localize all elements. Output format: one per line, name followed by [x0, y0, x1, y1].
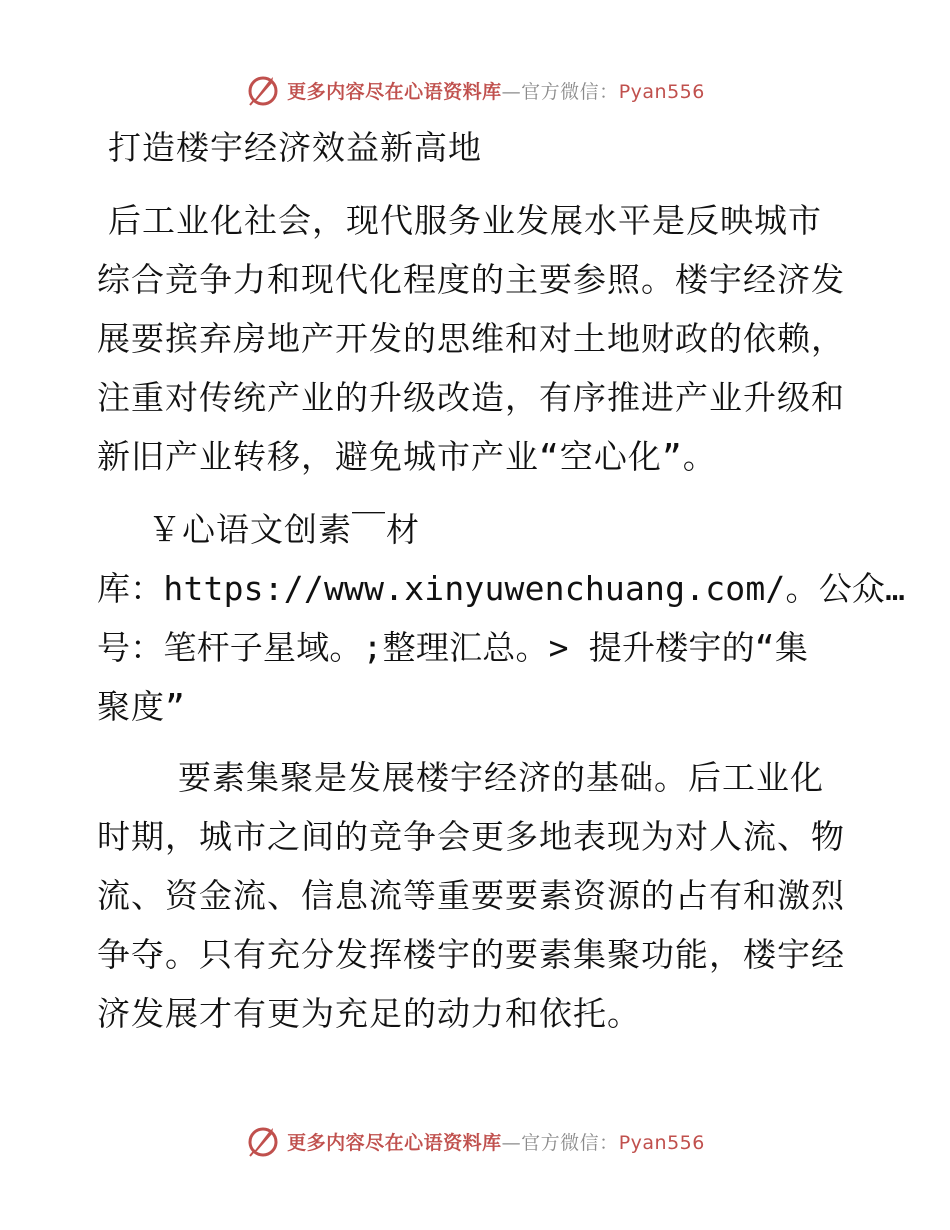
source-note-link-line: 库：https://www.xinyuwenchuang.com/。公众…: [97, 569, 906, 608]
quill-pen-logo-icon: [245, 1123, 281, 1159]
watermark-wechat-id: Pyan556: [618, 1131, 705, 1154]
paragraph-line: 争夺。只有充分发挥楼宇的要素集聚功能，楼宇经: [97, 935, 845, 974]
document-title: 打造楼宇经济效益新高地: [108, 128, 482, 167]
watermark-wechat-label: 官方微信：: [521, 1131, 619, 1154]
paragraph-line: 济发展才有更为充足的动力和依托。: [97, 994, 641, 1033]
watermark-dash: —: [501, 80, 522, 103]
paragraph-line: 新旧产业转移，避免城市产业“空心化”。: [97, 437, 717, 476]
quill-pen-logo-icon: [245, 72, 281, 108]
watermark-dash: —: [501, 1131, 522, 1154]
paragraph-line: 后工业化社会，现代服务业发展水平是反映城市: [108, 201, 822, 240]
watermark-wechat-label: 官方微信：: [521, 80, 619, 103]
source-note-line: ￥心语文创素￣材: [148, 510, 420, 549]
watermark-text: [287, 77, 705, 104]
paragraph-line: 注重对传统产业的升级改造，有序推进产业升级和: [97, 378, 845, 417]
section-heading-tail: 聚度”: [97, 687, 186, 726]
source-note-line: 号：笔杆子星域。;整理汇总。> 提升楼宇的“集: [97, 628, 809, 667]
paragraph-line: 展要摈弃房地产开发的思维和对土地财政的依赖，: [97, 319, 845, 358]
watermark-wechat-id: Pyan556: [618, 80, 705, 103]
watermark-main: 更多内容尽在心语资料库: [287, 80, 502, 103]
paragraph-line: 时期，城市之间的竞争会更多地表现为对人流、物: [97, 817, 845, 856]
paragraph-line: 流、资金流、信息流等重要要素资源的占有和激烈: [97, 876, 845, 915]
paragraph-line: 综合竞争力和现代化程度的主要参照。楼宇经济发: [97, 260, 845, 299]
header-watermark: [0, 70, 950, 110]
paragraph-line: 要素集聚是发展楼宇经济的基础。后工业化: [178, 758, 824, 797]
watermark-text: [287, 1128, 705, 1155]
footer-watermark: [0, 1121, 950, 1161]
watermark-main: 更多内容尽在心语资料库: [287, 1131, 502, 1154]
